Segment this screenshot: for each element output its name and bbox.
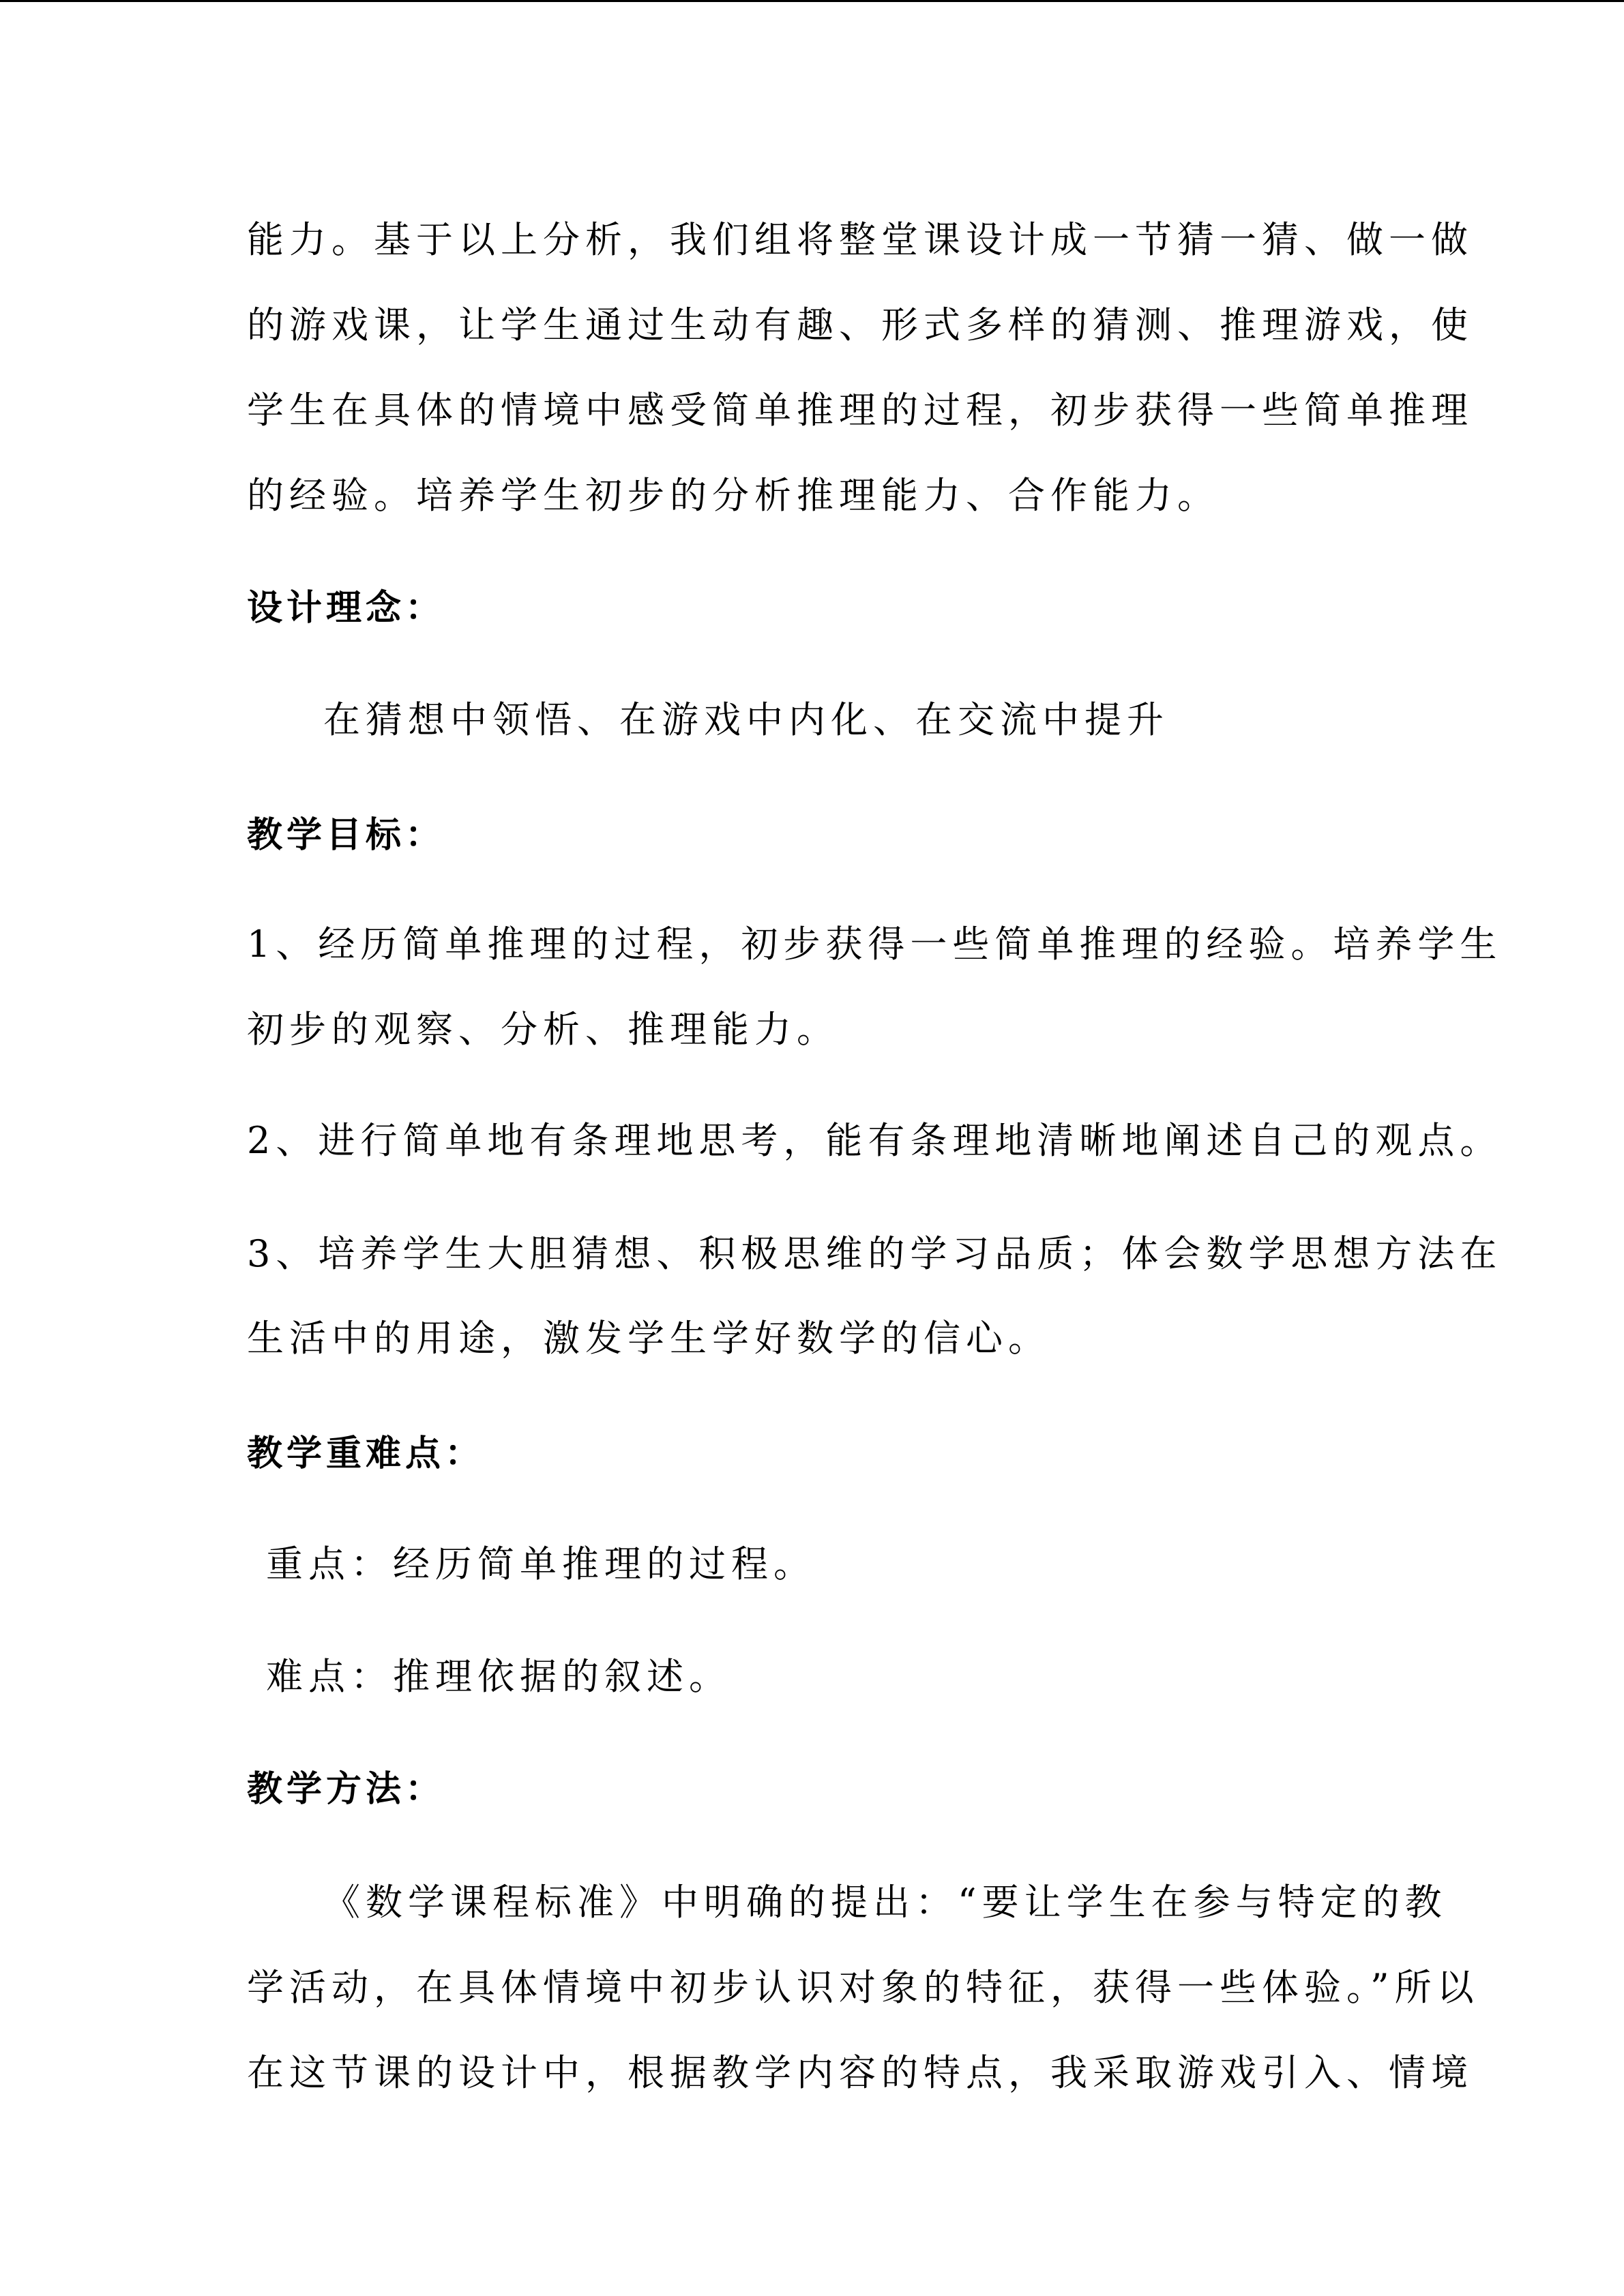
design-concept-text: 在猜想中领悟、在游戏中内化、在交流中提升 xyxy=(323,698,1169,741)
intro-line-4: 的经验。培养学生初步的分析推理能力、合作能力。 xyxy=(247,474,1220,517)
methods-line-1: 《数学课程标准》中明确的提出：“要让学生在参与特定的教 xyxy=(323,1881,1447,1924)
goal-1-line-1: 1、经历简单推理的过程，初步获得一些简单推理的经验。培养学生 xyxy=(247,923,1503,966)
intro-line-2: 的游戏课，让学生通过生动有趣、形式多样的猜测、推理游戏，使 xyxy=(247,303,1473,346)
intro-line-3: 学生在具体的情境中感受简单推理的过程，初步获得一些简单推理 xyxy=(247,389,1473,432)
intro-line-1: 能力。基于以上分析，我们组将整堂课设计成一节猜一猜、做一做 xyxy=(247,218,1473,261)
teaching-goals-heading: 教学目标： xyxy=(247,815,445,856)
key-point-focus: 重点：经历简单推理的过程。 xyxy=(266,1542,816,1585)
key-point-difficulty: 难点：推理依据的叙述。 xyxy=(266,1655,731,1698)
goal-1-line-2: 初步的观察、分析、推理能力。 xyxy=(247,1008,839,1051)
goal-3-line-2: 生活中的用途，激发学生学好数学的信心。 xyxy=(247,1317,1050,1360)
teaching-methods-heading: 教学方法： xyxy=(247,1769,445,1810)
goal-3-line-1: 3、培养学生大胆猜想、积极思维的学习品质；体会数学思想方法在 xyxy=(247,1232,1503,1275)
methods-line-3: 在这节课的设计中，根据教学内容的特点，我采取游戏引入、情境 xyxy=(247,2051,1473,2094)
key-points-heading: 教学重难点： xyxy=(247,1433,485,1474)
design-concept-heading: 设计理念： xyxy=(247,588,445,629)
methods-line-2: 学活动，在具体情境中初步认识对象的特征，获得一些体验。”所以 xyxy=(247,1966,1479,2009)
goal-2: 2、进行简单地有条理地思考，能有条理地清晰地阐述自己的观点。 xyxy=(247,1119,1503,1162)
